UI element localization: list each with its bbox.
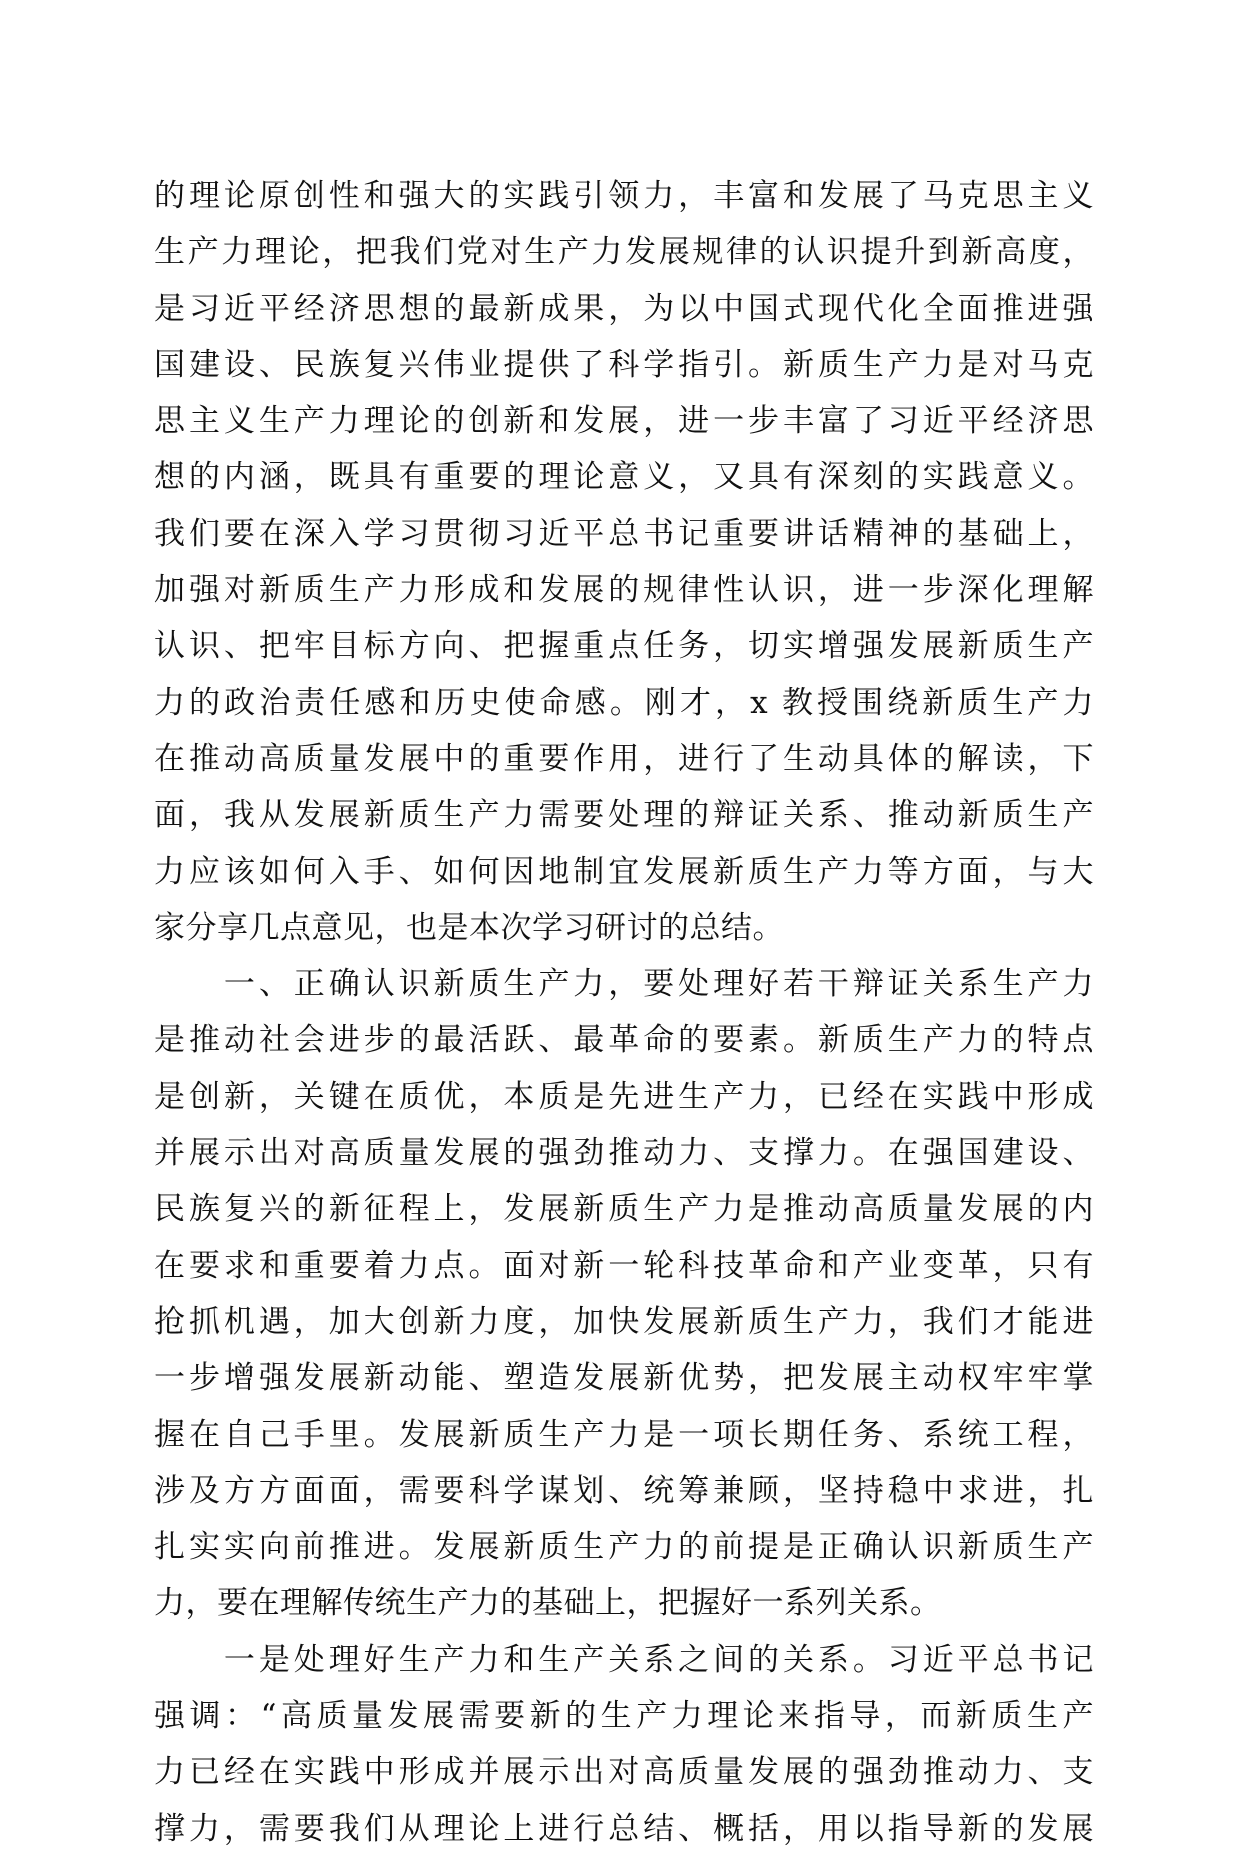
text-line: 扎实实向前推进。发展新质生产力的前提是正确认识新质生产 bbox=[154, 1529, 1094, 1566]
text-line: 抢抓机遇，加大创新力度，加快发展新质生产力，我们才能进 bbox=[154, 1303, 1094, 1340]
section-heading-line: 一、正确认识新质生产力，要处理好若干辩证关系生产力 bbox=[154, 966, 1094, 1003]
text-line: 面，我从发展新质生产力需要处理的辩证关系、推动新质生产 bbox=[154, 797, 1094, 834]
text-line: 在要求和重要着力点。面对新一轮科技革命和产业变革，只有 bbox=[154, 1247, 1094, 1284]
text-line: 一是处理好生产力和生产关系之间的关系。习近平总书记 bbox=[154, 1641, 1094, 1678]
text-line: 力应该如何入手、如何因地制宜发展新质生产力等方面，与大 bbox=[154, 853, 1094, 890]
text-line: 家分享几点意见，也是本次学习研讨的总结。 bbox=[154, 909, 784, 946]
text-line: 撑力，需要我们从理论上进行总结、概括，用以指导新的发展 bbox=[154, 1810, 1094, 1847]
text-line: 认识、把牢目标方向、把握重点任务，切实增强发展新质生产 bbox=[154, 628, 1094, 665]
text-line: 并展示出对高质量发展的强劲推动力、支撑力。在强国建设、 bbox=[154, 1135, 1094, 1172]
text-line: 强调：“高质量发展需要新的生产力理论来指导，而新质生产 bbox=[154, 1698, 1094, 1735]
text-line: 力已经在实践中形成并展示出对高质量发展的强劲推动力、支 bbox=[154, 1754, 1094, 1791]
text-line: 涉及方方面面，需要科学谋划、统筹兼顾，坚持稳中求进，扎 bbox=[154, 1472, 1094, 1509]
text-line: 在推动高质量发展中的重要作用，进行了生动具体的解读，下 bbox=[154, 740, 1094, 777]
text-line: 国建设、民族复兴伟业提供了科学指引。新质生产力是对马克 bbox=[154, 346, 1094, 383]
document-body bbox=[154, 168, 1094, 1857]
text-line: 生产力理论，把我们党对生产力发展规律的认识提升到新高度， bbox=[154, 234, 1094, 271]
text-line: 一步增强发展新动能、塑造发展新优势，把发展主动权牢牢掌 bbox=[154, 1360, 1094, 1397]
text-line: 力，要在理解传统生产力的基础上，把握好一系列关系。 bbox=[154, 1585, 942, 1622]
text-line: 是推动社会进步的最活跃、最革命的要素。新质生产力的特点 bbox=[154, 1022, 1094, 1059]
text-line: 的理论原创性和强大的实践引领力，丰富和发展了马克思主义 bbox=[154, 178, 1094, 214]
text-line: 是创新，关键在质优，本质是先进生产力，已经在实践中形成 bbox=[154, 1078, 1094, 1115]
text-line: 思主义生产力理论的创新和发展，进一步丰富了习近平经济思 bbox=[154, 403, 1094, 440]
text-line: 加强对新质生产力形成和发展的规律性认识，进一步深化理解 bbox=[154, 572, 1094, 609]
text-line: 是习近平经济思想的最新成果，为以中国式现代化全面推进强 bbox=[154, 290, 1094, 327]
text-line: 力的政治责任感和历史使命感。刚才，x 教授围绕新质生产力 bbox=[154, 684, 1094, 721]
text-line: 民族复兴的新征程上，发展新质生产力是推动高质量发展的内 bbox=[154, 1191, 1094, 1228]
text-line: 握在自己手里。发展新质生产力是一项长期任务、系统工程， bbox=[154, 1416, 1094, 1453]
text-line: 想的内涵，既具有重要的理论意义，又具有深刻的实践意义。 bbox=[154, 459, 1094, 496]
text-line: 我们要在深入学习贯彻习近平总书记重要讲话精神的基础上， bbox=[154, 515, 1094, 552]
